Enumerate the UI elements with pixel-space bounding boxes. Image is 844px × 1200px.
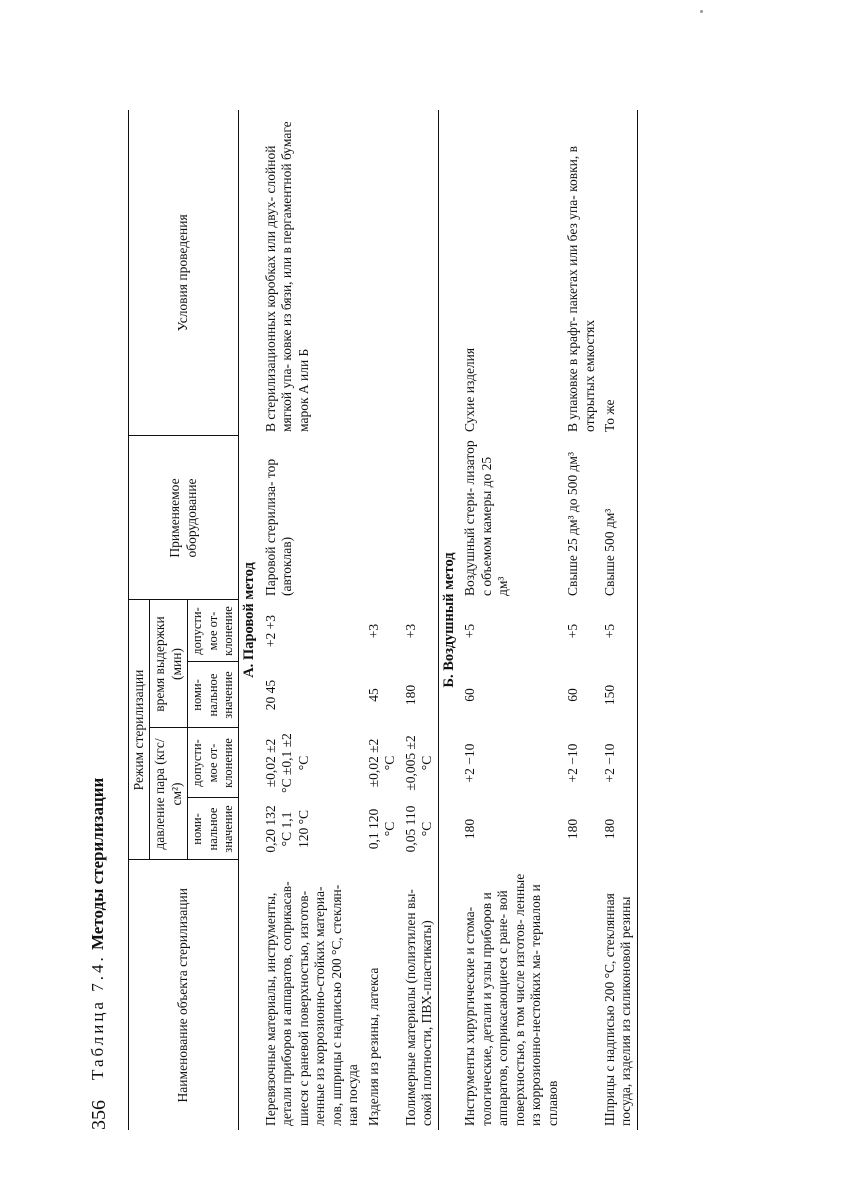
object-cell bbox=[563, 860, 600, 1130]
equipment-cell: Паровой стерилиза- тор (автоклав) bbox=[262, 458, 295, 596]
pressure-nominal-cell: 0,1 120 °С bbox=[365, 808, 398, 850]
pressure-nominal-cell: 180 bbox=[462, 818, 478, 840]
conditions-cell: То же bbox=[601, 399, 617, 432]
header-time-deviation: допусти- мое от- клонение bbox=[188, 600, 239, 662]
header-time-nominal: номи- нальное значение bbox=[188, 662, 239, 728]
pressure-deviation-cell: ±0,02 ±2 °С ±0,1 ±2 °С bbox=[262, 733, 311, 793]
equipment-cell bbox=[401, 436, 438, 600]
pressure-deviation-cell: +2 −10 bbox=[462, 743, 478, 783]
table-caption bbox=[88, 778, 108, 1080]
time-deviation-cell: +2 +3 bbox=[262, 614, 278, 648]
conditions-cell: В стерилизационных коробках или двух- слойной мягкой упа- ковке из бязи, или в пергаментной бумаге марок А или Б bbox=[262, 121, 311, 432]
time-nominal-cell: 150 bbox=[601, 684, 617, 706]
header-time: время выдержки (мин) bbox=[150, 600, 188, 728]
table-row bbox=[600, 110, 637, 1130]
equipment-cell: Воздушный стери- лизатор с объемом камеры до 25 дм³ bbox=[462, 440, 511, 596]
time-deviation-cell: +5 bbox=[601, 623, 617, 639]
pressure-deviation-cell: +2 −10 bbox=[601, 743, 617, 783]
scan-speck bbox=[700, 10, 703, 13]
header-mode: Режим стерилизации bbox=[129, 600, 150, 860]
object-cell: Перевязочные материалы, инструменты, детали приборов и аппаратов, соприкасав- шиеся с раневой поверхностью, изготов- ленные из коррозионно-стойких материа- лов, шприцы с надписью 200 °С, стеклян- ная посуда bbox=[262, 881, 361, 1126]
time-nominal-cell: 60 bbox=[462, 688, 478, 702]
equipment-cell: Свыше 25 дм³ до 500 дм³ bbox=[565, 452, 581, 596]
object-cell: Изделия из резины, латекса bbox=[365, 967, 381, 1126]
pressure-nominal-cell: 180 bbox=[565, 818, 581, 840]
table-row bbox=[563, 110, 600, 1130]
time-nominal-cell: 60 bbox=[565, 688, 581, 702]
equipment-cell: Свыше 500 дм³ bbox=[601, 508, 617, 596]
header-equipment: Применяемое оборудование bbox=[129, 436, 239, 600]
header-pressure-nominal: номи- нальное значение bbox=[188, 798, 239, 860]
conditions-cell: В упаковке в крафт- пакетах или без упа- ковки, в открытых емкостях bbox=[565, 146, 597, 432]
header-object: Наименование объекта стерилизации bbox=[129, 860, 239, 1130]
time-nominal-cell: 20 45 bbox=[262, 679, 278, 711]
time-deviation-cell: +5 bbox=[462, 623, 478, 639]
conditions-cell: Сухие изделия bbox=[462, 347, 478, 432]
conditions-cell bbox=[401, 110, 438, 436]
sterilization-methods-table bbox=[128, 110, 638, 1130]
page-number: 356 bbox=[88, 1100, 110, 1130]
object-cell: Полимерные материалы (полиэтилен вы- сокой плотности, ПВХ-пластикаты) bbox=[402, 889, 435, 1126]
time-nominal-cell: 180 bbox=[402, 684, 418, 706]
time-deviation-cell: +3 bbox=[402, 623, 418, 639]
time-deviation-cell: +3 bbox=[365, 623, 381, 639]
object-cell: Инструменты хирургические и стома- тологические, детали и узлы приборов и аппаратов, соприкасающиеся с ране- вой поверхностью, в том числе изготов- ленные из коррозионно-нестойких ма- териалов и сплавов bbox=[462, 873, 560, 1126]
conditions-cell bbox=[364, 110, 401, 436]
header-conditions: Условия проведения bbox=[129, 110, 239, 436]
table-row bbox=[460, 110, 563, 1130]
pressure-nominal-cell: 180 bbox=[601, 818, 617, 840]
caption-label: Таблица 7.4. bbox=[88, 954, 107, 1080]
header-pressure: давление пара (кгс/см²) bbox=[150, 728, 188, 860]
table-row bbox=[401, 110, 438, 1130]
time-deviation-cell: +5 bbox=[565, 623, 581, 639]
header-pressure-deviation: допусти- мое от- клонение bbox=[188, 728, 239, 798]
section-title: А. Паровой метод bbox=[241, 562, 258, 678]
table-row bbox=[261, 110, 364, 1130]
caption-title: Методы стерилизации bbox=[88, 777, 107, 951]
time-nominal-cell: 45 bbox=[365, 688, 381, 702]
pressure-deviation-cell: ±0,02 ±2 °С bbox=[365, 738, 398, 788]
rotated-page-content bbox=[80, 30, 720, 1130]
object-cell: Шприцы с надписью 200 °С, стеклянная посуда, изделия из силиконовой резины bbox=[601, 893, 634, 1126]
equipment-cell bbox=[364, 436, 401, 600]
table-row bbox=[364, 110, 401, 1130]
pressure-deviation-cell: ±0,005 ±2 °С bbox=[402, 735, 435, 791]
pressure-deviation-cell: +2 −10 bbox=[565, 743, 581, 783]
section-title: Б. Воздушный метод bbox=[440, 552, 457, 688]
pressure-nominal-cell: 0,20 132 °С 1,1 120 °С bbox=[262, 805, 311, 853]
pressure-nominal-cell: 0,05 110 °С bbox=[402, 805, 435, 853]
